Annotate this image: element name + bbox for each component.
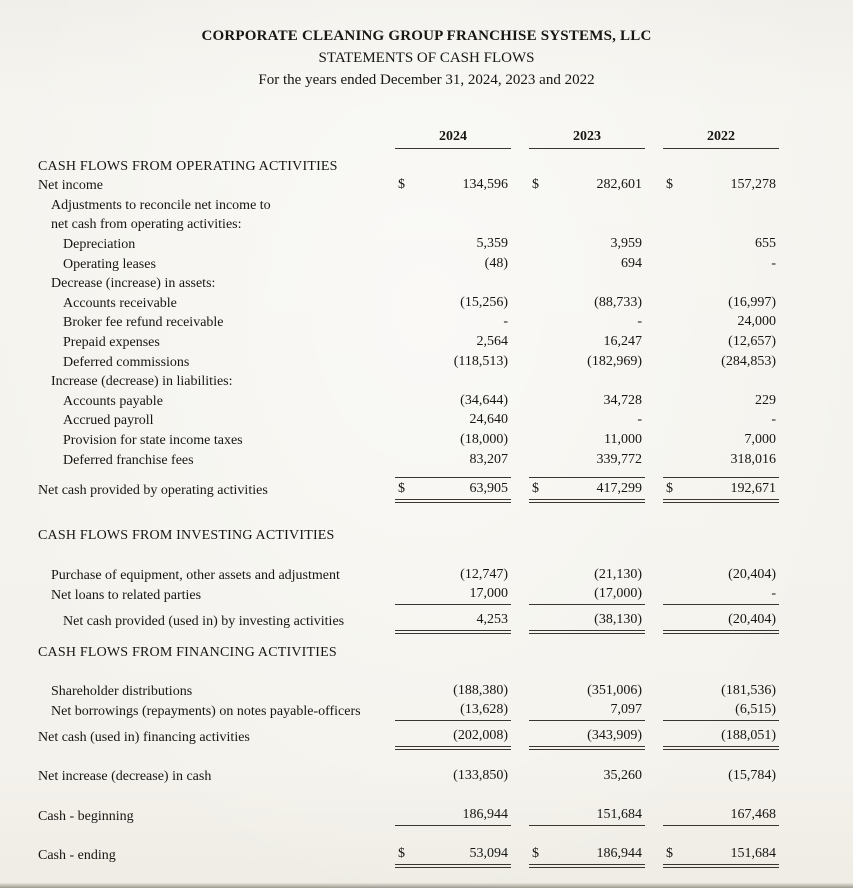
row-label: [38, 216, 377, 234]
value-cell: [663, 353, 779, 372]
amount: 282,601: [596, 177, 642, 193]
table-row: [38, 176, 779, 196]
amount: 83,207: [469, 451, 508, 467]
amount: (118,513): [453, 353, 508, 369]
value-cell: [395, 333, 511, 352]
value-cell: [529, 333, 645, 352]
dollar-sign: $: [666, 846, 673, 862]
value-cell: [663, 727, 779, 747]
row-label-text: net cash from operating activities:: [51, 217, 242, 233]
dollar-sign: $: [666, 481, 673, 497]
value-cell: [663, 451, 779, 470]
row-spacer: [38, 500, 779, 525]
value-cell: [529, 806, 645, 826]
value-cell: [529, 353, 645, 372]
value-cell: [529, 176, 645, 195]
amount: 167,468: [730, 806, 776, 822]
table-row: [38, 352, 779, 372]
table-row: [38, 391, 779, 411]
row-label: [38, 373, 377, 391]
value-cell: [663, 611, 779, 631]
amount: 339,772: [596, 451, 642, 467]
value-cell: [395, 235, 511, 254]
row-label: [38, 432, 377, 450]
table-row: [38, 254, 779, 274]
value-cell: [395, 313, 511, 332]
row-spacer: [38, 470, 779, 478]
value-cell: [395, 845, 511, 865]
row-label: [38, 703, 377, 721]
amount: 35,260: [603, 768, 642, 784]
value-cell: [395, 566, 511, 585]
value-cell: [663, 767, 779, 786]
value-cell: [529, 661, 645, 662]
value-cell: [663, 566, 779, 585]
amount: (18,000): [460, 431, 508, 447]
row-label: [38, 354, 377, 372]
company-name: CORPORATE CLEANING GROUP FRANCHISE SYSTEMS, LLC: [201, 28, 652, 44]
amount: 2,564: [476, 333, 508, 349]
amount: 24,640: [469, 412, 508, 428]
row-label-text: Net cash provided by operating activities: [38, 483, 268, 499]
value-cell: [663, 235, 779, 254]
amount: (88,733): [594, 294, 642, 310]
amount: -: [771, 412, 776, 428]
value-cell: [395, 294, 511, 313]
amount: 318,016: [730, 451, 776, 467]
amount: 4,253: [476, 612, 508, 628]
value-cell: [529, 431, 645, 450]
dollar-sign: $: [398, 481, 405, 497]
table-row: [38, 806, 779, 826]
value-cell: [395, 544, 511, 545]
row-label-text: Decrease (increase) in assets:: [51, 276, 216, 292]
value-cell: [529, 767, 645, 786]
row-label-text: Net increase (decrease) in cash: [38, 769, 212, 785]
row-label-text: Purchase of equipment, other assets and adjustment: [51, 567, 340, 583]
amount: (6,515): [735, 701, 776, 717]
row-label: [38, 482, 377, 500]
dollar-sign: $: [666, 177, 673, 193]
row-label-text: Net cash provided (used in) by investing activities: [63, 614, 345, 630]
statement-title: STATEMENTS OF CASH FLOWS: [318, 50, 535, 66]
amount: 11,000: [604, 431, 642, 447]
value-cell: [663, 661, 779, 662]
value-cell: [395, 176, 511, 195]
amount: (48): [484, 255, 508, 271]
value-cell: [529, 585, 645, 605]
amount: -: [503, 314, 508, 330]
amount: (16,997): [728, 294, 776, 310]
row-label-text: CASH FLOWS FROM INVESTING ACTIVITIES: [38, 528, 335, 544]
amount: (15,256): [460, 294, 508, 310]
value-cell: [663, 682, 779, 701]
table-row: [38, 565, 779, 585]
value-cell: [529, 235, 645, 254]
row-spacer: [38, 605, 779, 612]
row-label: [38, 236, 377, 254]
period-line: For the years ended December 31, 2024, 2023 and 2022: [258, 72, 595, 88]
table-row: [38, 195, 779, 215]
value-cell: [395, 431, 511, 450]
value-cell: [663, 477, 779, 500]
table-row: [38, 450, 779, 470]
amount: 34,728: [603, 392, 642, 408]
amount: (351,006): [587, 682, 642, 698]
row-spacer: [38, 786, 779, 806]
amount: 7,097: [610, 701, 642, 717]
table-row: [38, 430, 779, 450]
dollar-sign: $: [532, 177, 539, 193]
amount: 17,000: [469, 585, 508, 601]
value-cell: [529, 294, 645, 313]
amount: 3,959: [610, 235, 642, 251]
amount: 16,247: [603, 333, 642, 349]
value-cell: [395, 255, 511, 274]
value-cell: [663, 176, 779, 195]
section-title: [38, 644, 377, 662]
row-label-text: Accounts receivable: [63, 295, 177, 311]
amount: (12,747): [460, 566, 508, 582]
value-cell: [529, 701, 645, 721]
table-row: [38, 234, 779, 254]
value-cell: [529, 214, 645, 215]
amount: (12,657): [728, 333, 776, 349]
row-spacer: [38, 545, 779, 565]
row-label-text: Net cash (used in) financing activities: [38, 729, 250, 745]
value-cell: [663, 845, 779, 865]
table-row: [38, 585, 779, 605]
row-label-text: CASH FLOWS FROM OPERATING ACTIVITIES: [38, 158, 338, 174]
amount: 655: [755, 235, 776, 251]
row-label: [38, 587, 377, 605]
column-header-2023: 2023: [529, 129, 645, 149]
amount: (17,000): [594, 585, 642, 601]
section-header-row: [38, 642, 779, 662]
amount: 53,094: [469, 846, 508, 862]
amount: (343,909): [587, 727, 642, 743]
table-row: [38, 727, 779, 747]
row-label: [38, 177, 377, 195]
amount: (133,850): [453, 768, 508, 784]
table-row: [38, 215, 779, 235]
value-cell: [395, 451, 511, 470]
value-cell: [395, 727, 511, 747]
amount: (284,853): [721, 353, 776, 369]
amount: 7,000: [744, 431, 776, 447]
row-label-text: Cash - beginning: [38, 808, 134, 824]
row-label: [38, 197, 377, 215]
document-header: [38, 26, 815, 91]
section-title: [38, 158, 377, 176]
row-label: [38, 334, 377, 352]
amount: (202,008): [453, 727, 508, 743]
amount: 63,905: [469, 481, 508, 497]
amount: (15,784): [728, 768, 776, 784]
row-label-text: Shareholder distributions: [51, 683, 193, 699]
row-label: [38, 613, 377, 631]
row-spacer: [38, 826, 779, 846]
amount: (21,130): [594, 566, 642, 582]
amount: (20,404): [728, 612, 776, 628]
value-cell: [529, 255, 645, 274]
row-label: [38, 768, 377, 786]
value-cell: [395, 353, 511, 372]
row-label-text: Cash - ending: [38, 848, 116, 864]
value-cell: [529, 566, 645, 585]
table-row: [38, 332, 779, 352]
value-cell: [529, 727, 645, 747]
value-cell: [395, 661, 511, 662]
amount: 134,596: [462, 177, 508, 193]
row-label-text: Depreciation: [63, 236, 136, 252]
row-label-text: CASH FLOWS FROM FINANCING ACTIVITIES: [38, 644, 337, 660]
amount: 186,944: [462, 806, 508, 822]
amount: -: [637, 412, 642, 428]
row-label-text: Deferred franchise fees: [63, 452, 194, 468]
row-label-text: Deferred commissions: [63, 354, 190, 370]
row-label-text: Accounts payable: [63, 393, 163, 409]
table-row: [38, 477, 779, 500]
amount: (38,130): [594, 612, 642, 628]
value-cell: [395, 477, 511, 500]
value-cell: [663, 333, 779, 352]
row-label-text: Operating leases: [63, 256, 156, 272]
amount: -: [637, 314, 642, 330]
amount: (181,536): [721, 682, 776, 698]
value-cell: [395, 392, 511, 411]
row-label: [38, 295, 377, 313]
row-label-text: Increase (decrease) in liabilities:: [51, 374, 233, 390]
value-cell: [663, 214, 779, 215]
dollar-sign: $: [532, 846, 539, 862]
value-cell: [663, 701, 779, 721]
value-cell: [529, 611, 645, 631]
row-label-text: Net income: [38, 178, 103, 194]
row-label: [38, 729, 377, 747]
value-cell: [663, 313, 779, 332]
value-cell: [663, 544, 779, 545]
row-label: [38, 808, 377, 826]
amount: (182,969): [587, 353, 642, 369]
table-row: [38, 274, 779, 294]
table-row: [38, 293, 779, 313]
table-row: [38, 701, 779, 721]
amount: 192,671: [730, 481, 776, 497]
table-row: [38, 611, 779, 631]
value-cell: [529, 411, 645, 430]
amount: (34,644): [460, 392, 508, 408]
row-label-text: Broker fee refund receivable: [63, 315, 224, 331]
value-cell: [395, 701, 511, 721]
amount: 694: [621, 255, 642, 271]
value-cell: [663, 806, 779, 826]
amount: (188,051): [721, 727, 776, 743]
value-cell: [529, 845, 645, 865]
value-cell: [395, 214, 511, 215]
value-cell: [663, 392, 779, 411]
amount: -: [771, 255, 776, 271]
value-cell: [395, 767, 511, 786]
column-header-2022: 2022: [663, 129, 779, 149]
value-cell: [663, 411, 779, 430]
amount: (13,628): [460, 701, 508, 717]
table-row: [38, 766, 779, 786]
table-row: [38, 681, 779, 701]
dollar-sign: $: [532, 481, 539, 497]
table-row: [38, 411, 779, 431]
section-header-row: [38, 156, 779, 176]
row-label-text: Prepaid expenses: [63, 334, 160, 350]
value-cell: [395, 411, 511, 430]
value-cell: [395, 806, 511, 826]
amount: 151,684: [596, 806, 642, 822]
table-row: [38, 372, 779, 392]
value-cell: [529, 392, 645, 411]
row-label: [38, 314, 377, 332]
year-column-headers: [38, 129, 779, 149]
row-label-text: Provision for state income taxes: [63, 432, 243, 448]
cashflow-table: [38, 156, 779, 865]
amount: 417,299: [596, 481, 642, 497]
row-label-text: Net loans to related parties: [51, 587, 202, 603]
row-label: [38, 275, 377, 293]
amount: 5,359: [476, 235, 508, 251]
value-cell: [663, 255, 779, 274]
table-row: [38, 313, 779, 333]
row-label: [38, 393, 377, 411]
value-cell: [529, 313, 645, 332]
dollar-sign: $: [398, 177, 405, 193]
dollar-sign: $: [398, 846, 405, 862]
amount: (188,380): [453, 682, 508, 698]
column-header-2024: 2024: [395, 129, 511, 149]
value-cell: [529, 544, 645, 545]
row-label: [38, 567, 377, 585]
value-cell: [395, 611, 511, 631]
row-label-text: Net borrowings (repayments) on notes payable-officers: [51, 703, 361, 719]
section-header-row: [38, 526, 779, 546]
row-label: [38, 683, 377, 701]
amount: (20,404): [728, 566, 776, 582]
value-cell: [395, 682, 511, 701]
row-label-text: Adjustments to reconcile net income to: [51, 197, 271, 213]
section-title: [38, 527, 377, 545]
value-cell: [663, 585, 779, 605]
value-cell: [663, 431, 779, 450]
amount: 24,000: [737, 314, 776, 330]
amount: 157,278: [730, 177, 776, 193]
value-cell: [395, 585, 511, 605]
value-cell: [529, 477, 645, 500]
row-label-text: Accrued payroll: [63, 413, 154, 429]
amount: 186,944: [596, 846, 642, 862]
value-cell: [663, 294, 779, 313]
row-label: [38, 256, 377, 274]
amount: 151,684: [730, 846, 776, 862]
row-label: [38, 452, 377, 470]
amount: 229: [755, 392, 776, 408]
table-row: [38, 845, 779, 865]
amount: -: [771, 585, 776, 601]
row-label: [38, 412, 377, 430]
value-cell: [529, 682, 645, 701]
value-cell: [529, 451, 645, 470]
row-label: [38, 847, 377, 865]
row-spacer: [38, 662, 779, 682]
